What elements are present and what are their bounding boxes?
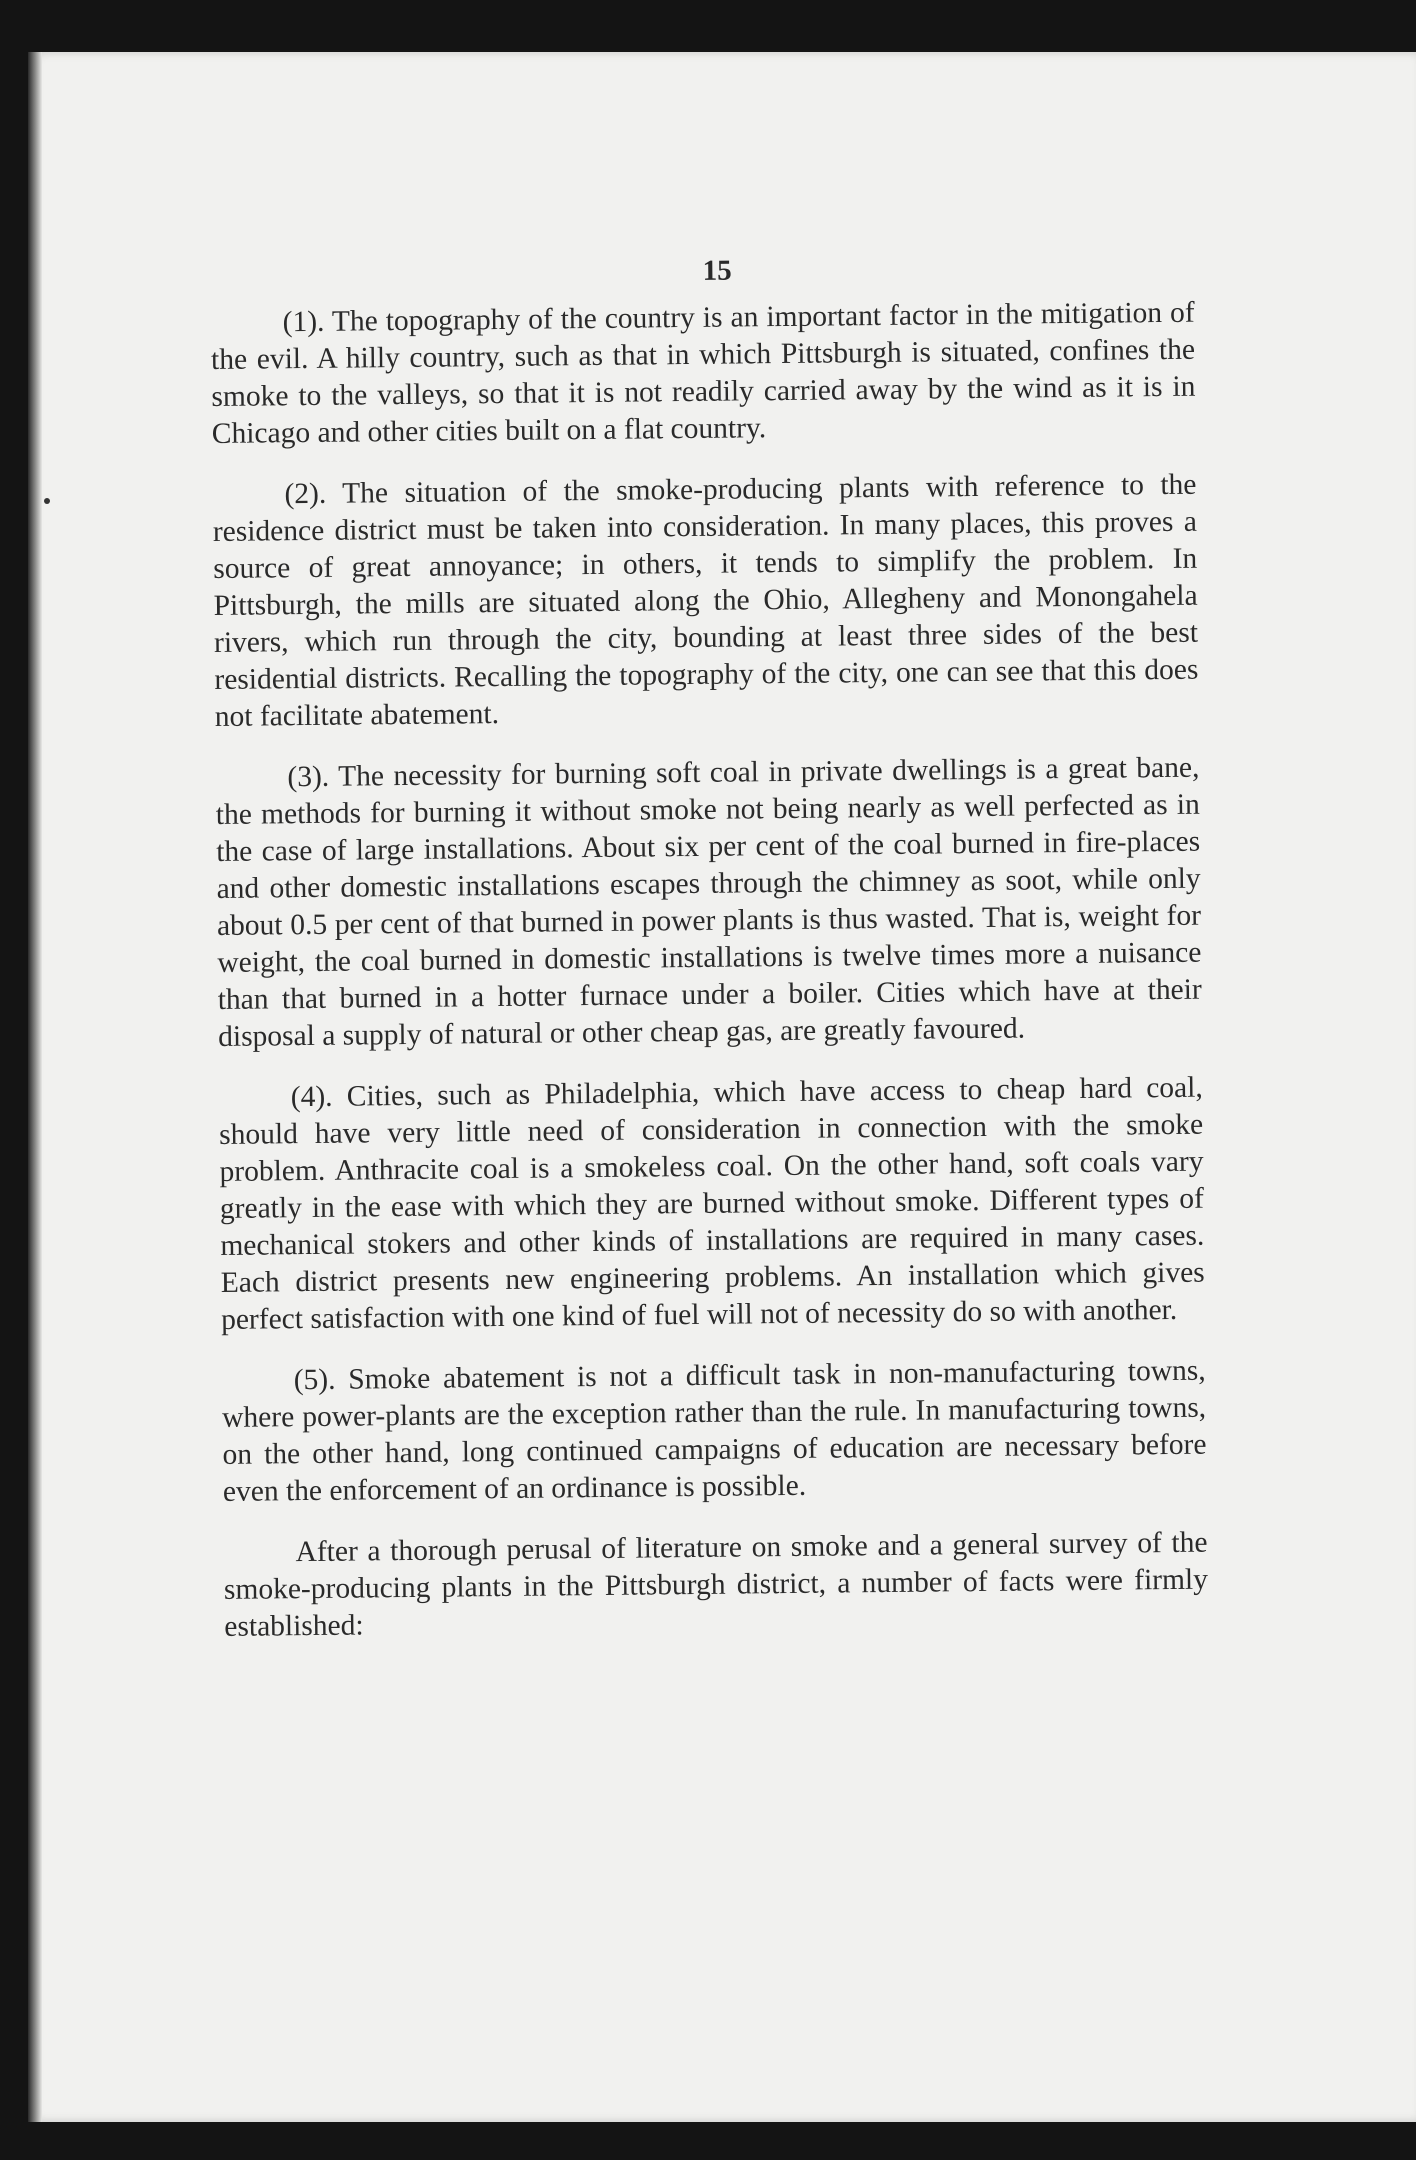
- paragraph-topography: (1). The topography of the country is an important factor in the mitigation of the evil. A hilly country, such as that in which Pittsburgh is situated, confines the smoke to the valleys, so that it is not readily carried away by the wind as it is in Chicago and other cities built on a flat country.: [210, 296, 1196, 450]
- paragraph-plant-situation: (2). The situation of the smoke-producing plants with reference to the residence district must be taken into consideration. In many places, this proves a source of great annoyance; in others, it tends to simplify the problem. In Pittsburgh, the mills are situated along the Ohio, Allegheny and Monongahela rivers, which run through the city, bounding at least three sides of the best residential districts. Recalling the topography of the city, one can see that this does not facilitate abatement.: [212, 468, 1199, 733]
- page-number: 15: [702, 254, 732, 287]
- paragraph-hard-coal-cities: (4). Cities, such as Philadelphia, which have access to cheap hard coal, should have very little need of consideration in connection with the smoke problem. Anthracite coal is a smokeless coal. On the other hand, soft coals vary greatly in the ease with which they are burned without smoke. Different types of mechanical stokers and other kinds of installations are required in many cases. Each district presents new engineering problems. An installation which gives perfect satisfaction with one kind of fuel will not of necessity do so with another.: [219, 1071, 1205, 1336]
- paragraph-manufacturing-towns: (5). Smoke abatement is not a difficult task in non-manufacturing towns, where power-plants are the exception rather than the rule. In manufacturing towns, on the other hand, long continued campaigns of education are necessary before even the enforcement of an ordinance is possible.: [221, 1354, 1207, 1508]
- paragraph-survey-facts: After a thorough perusal of literature on smoke and a general survey of the smoke-producing plants in the Pittsburgh district, a number of facts were firmly established:: [223, 1526, 1209, 1643]
- scan-speck: [44, 498, 50, 504]
- page-gutter: [28, 52, 42, 2122]
- paragraph-soft-coal-dwellings: (3). The necessity for burning soft coal in private dwellings is a great bane, the methods for burning it without smoke not being nearly as well perfected as in the case of large installations. About six per cent of the coal burned in fire-places and other domestic installations escapes through the chimney as soot, while only about 0.5 per cent of that burned in power plants is thus wasted. That is, weight for weight, the coal burned in domestic installations is twelve times more a nuisance than that burned in a hotter furnace under a boiler. Cities which have at their disposal a supply of natural or other cheap gas, are greatly favoured.: [215, 751, 1202, 1053]
- page-text-block: [210, 248, 1209, 1670]
